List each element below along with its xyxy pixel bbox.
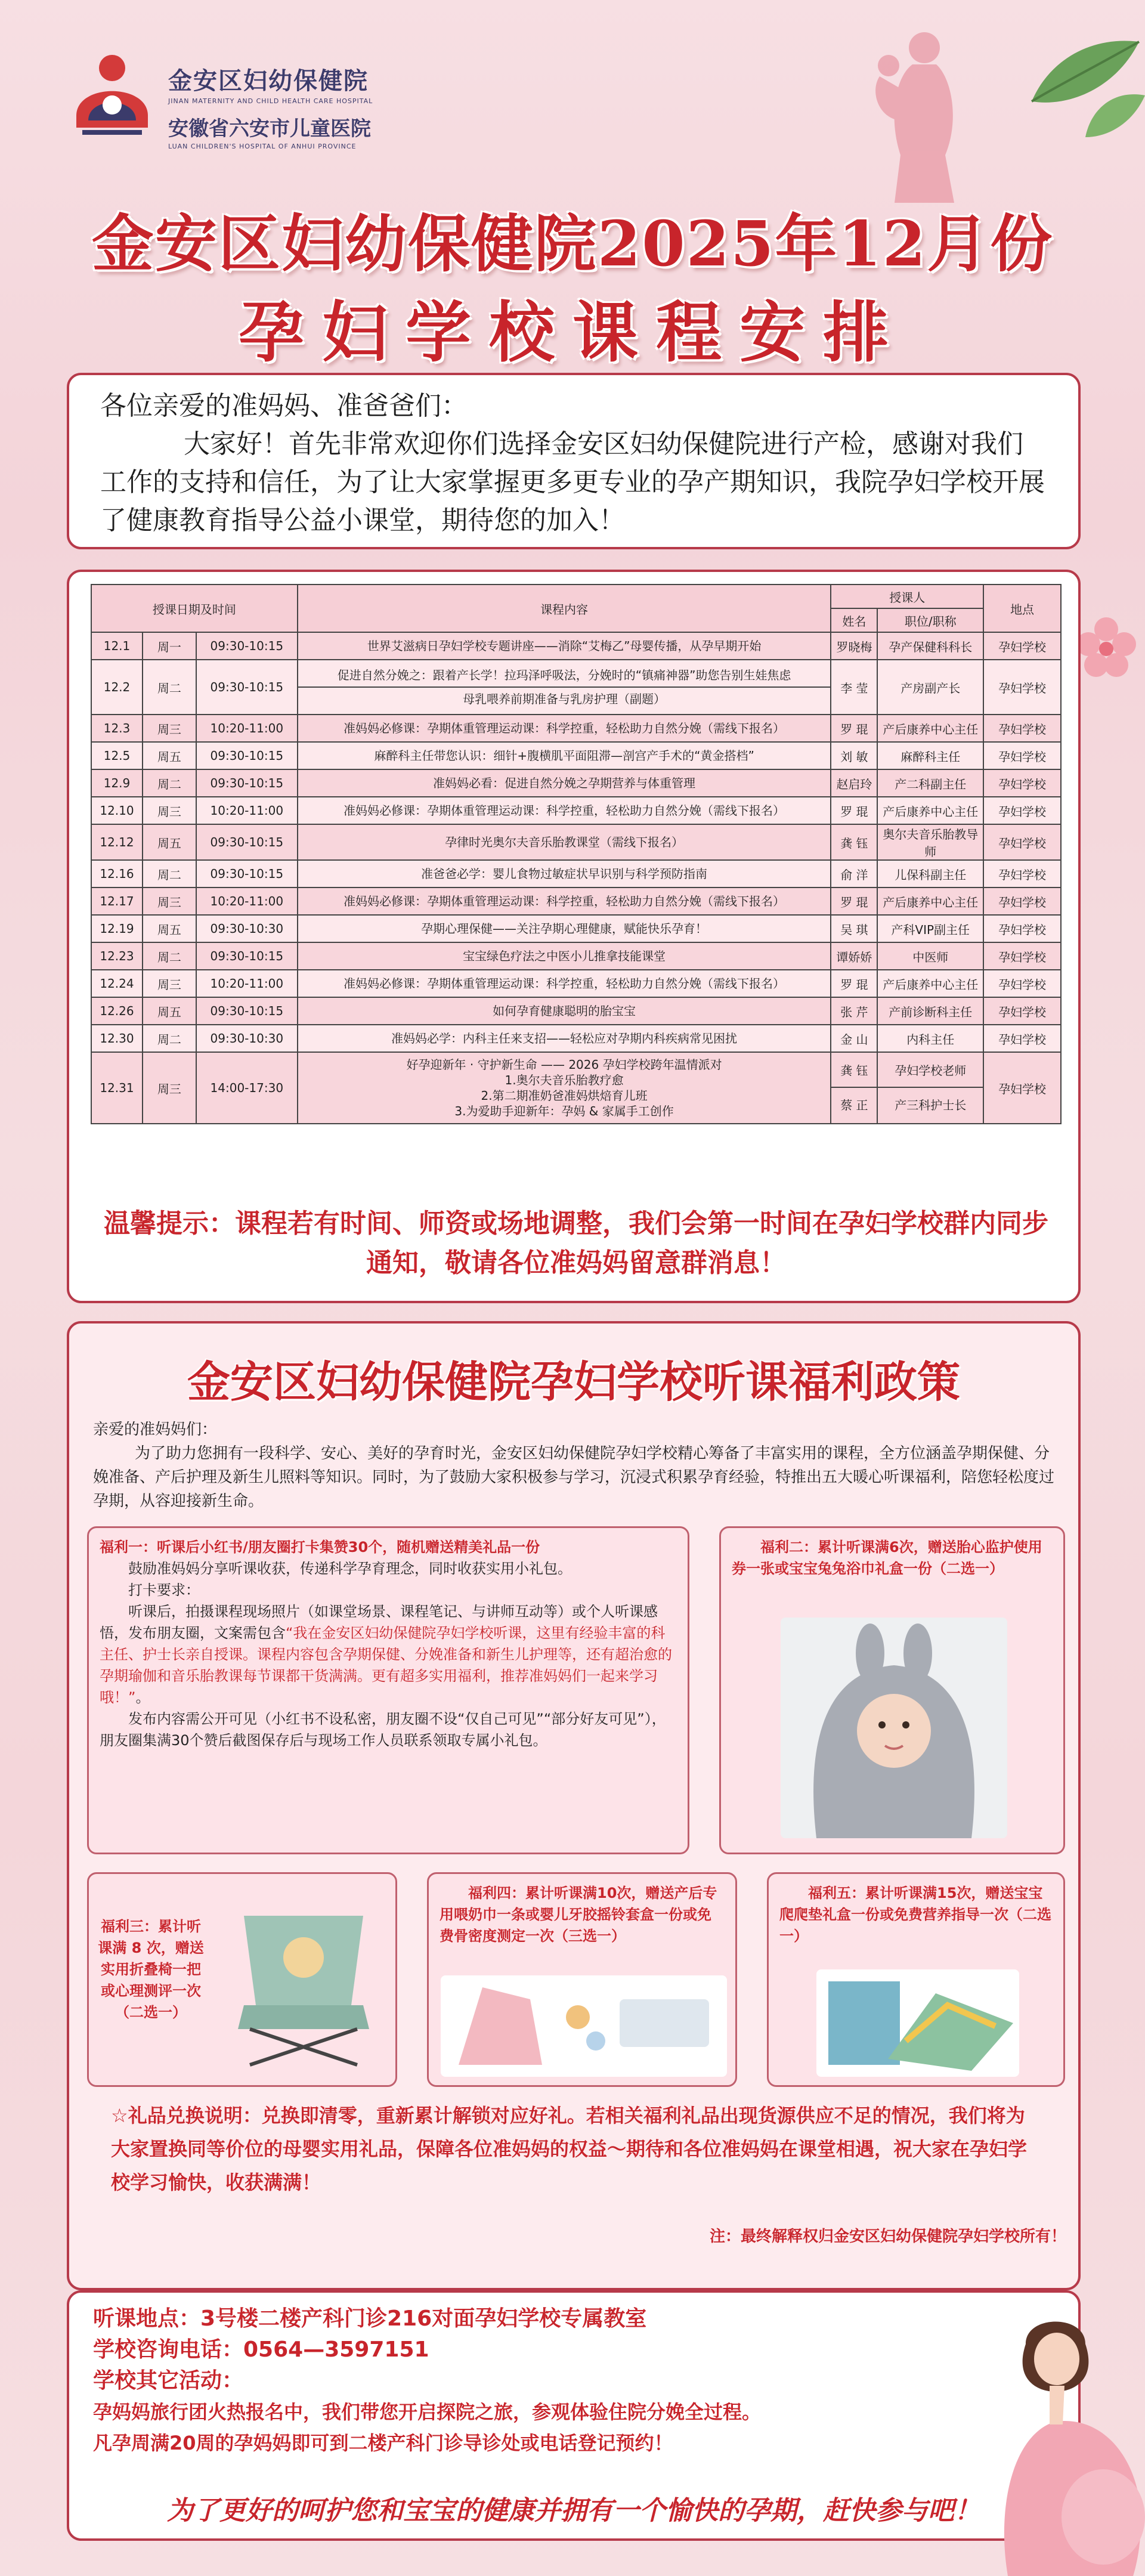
welfare-intro-body: 为了助力您拥有一段科学、安心、美好的孕育时光，金安区妇幼保健院孕妇学校精心筹备了丰富实用的课程，全方位涵盖孕期保健、分娩准备、产后护理及新生儿照料等知识。同时，为了鼓励大家积极参与学习，沉浸式积累孕育经验，特推出五大暖心听课福利，陪您轻松度过孕期，从容迎接新生命。 bbox=[93, 1445, 1055, 1510]
welfare-card-4-text: 福利四：累计听课满10次，赠送产后专用喂奶巾一条或婴儿牙胶摇铃套盒一份或免费骨密度测定一次（三选一） bbox=[440, 1885, 717, 1944]
cell-date: 12.31 bbox=[91, 1052, 143, 1124]
cell-weekday: 周三 bbox=[143, 970, 196, 997]
welfare-card-3-text: 福利三：累计听课满 8 次，赠送实用折叠椅一把或心理测评一次（二选一） bbox=[98, 1918, 204, 2021]
welfare-card-1-head: 福利一：听课后小红书/朋友圈打卡集赞30个，随机赠送精美礼品一份 bbox=[100, 1539, 540, 1556]
welfare-panel bbox=[67, 1321, 1081, 2290]
page-title-line1: 金安区妇幼保健院2025年12月份 bbox=[91, 207, 1054, 280]
table-row bbox=[91, 632, 1061, 660]
table-row bbox=[91, 915, 1061, 942]
cell-name: 张 芹 bbox=[831, 997, 877, 1025]
cell-weekday: 周三 bbox=[143, 1052, 196, 1124]
table-row bbox=[91, 742, 1061, 769]
cell-weekday: 周五 bbox=[143, 915, 196, 942]
cell-place: 孕妇学校 bbox=[983, 715, 1061, 742]
cell-title: 产后康养中心主任 bbox=[877, 970, 983, 997]
cell-date: 12.30 bbox=[91, 1025, 143, 1052]
cell-content bbox=[298, 1052, 831, 1124]
flower-decoration-icon bbox=[1073, 614, 1139, 680]
info-other-head: 学校其它活动： bbox=[93, 2368, 244, 2393]
header-name: 姓名 bbox=[831, 608, 877, 632]
cell-time: 09:30-10:15 bbox=[196, 769, 298, 797]
cell-title: 产后康养中心主任 bbox=[877, 797, 983, 824]
cell-weekday: 周五 bbox=[143, 997, 196, 1025]
pregnant-woman-illustration-icon bbox=[954, 2302, 1145, 2576]
cell-title: 产后康养中心主任 bbox=[877, 715, 983, 742]
baby-towel-photo-icon bbox=[781, 1618, 1007, 1838]
cell-name: 吴 琪 bbox=[831, 915, 877, 942]
cell-title-line: 产三科护士长 bbox=[895, 1098, 967, 1112]
cell-place: 孕妇学校 bbox=[983, 1025, 1061, 1052]
cell-date: 12.5 bbox=[91, 742, 143, 769]
cell-date: 12.17 bbox=[91, 887, 143, 915]
cell-title-line: 孕妇学校老师 bbox=[878, 1053, 983, 1088]
cell-name: 谭娇娇 bbox=[831, 942, 877, 970]
cell-content: 准妈妈必修课：孕期体重管理运动课：科学控重，轻松助力自然分娩（需线下报名） bbox=[298, 970, 831, 997]
logo-subname-cn: 安徽省六安市儿童医院 bbox=[168, 117, 371, 141]
info-final: 为了更好的呵护您和宝宝的健康并拥有一个愉快的孕期，赶快参与吧！ bbox=[167, 2495, 980, 2526]
cell-time: 10:20-11:00 bbox=[196, 715, 298, 742]
table-row bbox=[91, 824, 1061, 860]
cell-place: 孕妇学校 bbox=[983, 997, 1061, 1025]
cell-time: 09:30-10:15 bbox=[196, 997, 298, 1025]
header-teacher: 授课人 bbox=[831, 585, 983, 608]
table-row bbox=[91, 1025, 1061, 1052]
cell-content-line: 1.奥尔夫音乐胎教疗愈 bbox=[505, 1073, 624, 1087]
table-row bbox=[91, 887, 1061, 915]
cell-place: 孕妇学校 bbox=[983, 660, 1061, 715]
cell-name: 李 莹 bbox=[831, 660, 877, 715]
table-row bbox=[91, 797, 1061, 824]
table-row bbox=[91, 1052, 1061, 1124]
cell-content: 准妈妈必修课：孕期体重管理运动课：科学控重，轻松助力自然分娩（需线下报名） bbox=[298, 887, 831, 915]
cell-content: 准妈妈必学：内科主任来支招——轻松应对孕期内科疾病常见困扰 bbox=[298, 1025, 831, 1052]
cell-title: 孕产保健科科长 bbox=[877, 632, 983, 660]
info-other-1: 孕妈妈旅行团火热报名中，我们带您开启探院之旅，参观体验住院分娩全过程。 bbox=[93, 2401, 762, 2423]
cell-content-line: 好孕迎新年 · 守护新生命 —— 2026 孕妇学校跨年温情派对 bbox=[406, 1057, 722, 1072]
nursing-gift-photo-icon bbox=[441, 1975, 727, 2077]
cell-content-line: 3.为爱助手迎新年：孕妈 & 家属手工创作 bbox=[454, 1104, 674, 1118]
cell-name: 俞 洋 bbox=[831, 860, 877, 887]
cell-title: 产前诊断科主任 bbox=[877, 997, 983, 1025]
cell-weekday: 周三 bbox=[143, 715, 196, 742]
cell-place: 孕妇学校 bbox=[983, 970, 1061, 997]
page-title-line2: 孕妇学校课程安排 bbox=[239, 294, 906, 371]
cell-content-line: 促进自然分娩之：跟着产长学！拉玛泽呼吸法，分娩时的“镇痛神器”助您告别生娃焦虑 bbox=[337, 668, 791, 682]
cell-date: 12.16 bbox=[91, 860, 143, 887]
table-row bbox=[91, 660, 1061, 715]
welfare-intro bbox=[93, 1418, 1059, 1513]
cell-date: 12.24 bbox=[91, 970, 143, 997]
cell-time: 09:30-10:15 bbox=[196, 824, 298, 860]
cell-name: 罗 琨 bbox=[831, 797, 877, 824]
cell-weekday: 周五 bbox=[143, 742, 196, 769]
table-row bbox=[91, 860, 1061, 887]
schedule-panel bbox=[67, 570, 1081, 1303]
cell-title: 内科主任 bbox=[877, 1025, 983, 1052]
leaf-decoration-icon bbox=[978, 24, 1145, 143]
cell-weekday: 周二 bbox=[143, 660, 196, 715]
cell-place: 孕妇学校 bbox=[983, 1052, 1061, 1124]
intro-panel bbox=[67, 373, 1081, 549]
cell-date: 12.19 bbox=[91, 915, 143, 942]
cell-time: 09:30-10:15 bbox=[196, 632, 298, 660]
cell-date: 12.1 bbox=[91, 632, 143, 660]
cell-place: 孕妇学校 bbox=[983, 742, 1061, 769]
cell-content: 准妈妈必看：促进自然分娩之孕期营养与体重管理 bbox=[298, 769, 831, 797]
welfare-card-3 bbox=[87, 1872, 397, 2087]
cell-title: 奥尔夫音乐胎教导师 bbox=[877, 824, 983, 860]
cell-name: 罗晓梅 bbox=[831, 632, 877, 660]
info-other-2: 凡孕周满20周的孕妈妈即可到二楼产科门诊导诊处或电话登记预约！ bbox=[93, 2432, 673, 2454]
intro-body: 大家好！首先非常欢迎你们选择金安区妇幼保健院进行产检，感谢对我们工作的支持和信任，为了让大家掌握更多更专业的孕产期知识，我院孕妇学校开展了健康教育指导公益小课堂，期待您的加入！ bbox=[100, 429, 1045, 536]
welfare-card-4 bbox=[427, 1872, 737, 2087]
redeem-note: ☆礼品兑换说明：兑换即清零，重新累计解锁对应好礼。若相关福利礼品出现货源供应不足的情况，我们将为大家置换同等价位的母婴实用礼品，保障各位准妈妈的权益～期待和各位准妈妈在课堂相遇，祝大家在孕妇学校学习愉快，收获满满！ bbox=[111, 2104, 1028, 2194]
welfare-card-2-text: 福利二：累计听课满6次，赠送胎心监护使用券一张或宝宝兔兔浴巾礼盒一份（二选一） bbox=[732, 1539, 1042, 1577]
cell-content: 准爸爸必学：婴儿食物过敏症状早识别与科学预防指南 bbox=[298, 860, 831, 887]
cell-name bbox=[831, 1052, 877, 1124]
cell-weekday: 周二 bbox=[143, 1025, 196, 1052]
welfare-intro-greeting: 亲爱的准妈妈们： bbox=[93, 1421, 218, 1439]
cell-time: 09:30-10:15 bbox=[196, 660, 298, 715]
cell-name-line: 龚 钰 bbox=[831, 1053, 877, 1088]
cell-time: 09:30-10:15 bbox=[196, 742, 298, 769]
cell-name: 金 山 bbox=[831, 1025, 877, 1052]
cell-date: 12.26 bbox=[91, 997, 143, 1025]
welfare-card-1-p1: 鼓励准妈妈分享听课收获，传递科学孕育理念，同时收获实用小礼包。 bbox=[128, 1560, 572, 1577]
hospital-logo-icon bbox=[70, 50, 154, 140]
cell-name: 赵启玲 bbox=[831, 769, 877, 797]
cell-date: 12.10 bbox=[91, 797, 143, 824]
cell-name: 刘 敏 bbox=[831, 742, 877, 769]
cell-place: 孕妇学校 bbox=[983, 915, 1061, 942]
schedule-tip: 温馨提示：课程若有时间、师资或场地调整，我们会第一时间在孕妇学校群内同步通知，敬请各位准妈妈留意群消息！ bbox=[104, 1208, 1048, 1278]
cell-title: 中医师 bbox=[877, 942, 983, 970]
cell-title: 产科VIP副主任 bbox=[877, 915, 983, 942]
play-mat-photo-icon bbox=[816, 1969, 1019, 2077]
cell-content: 孕律时光奥尔夫音乐胎教课堂（需线下报名） bbox=[298, 824, 831, 860]
table-row bbox=[91, 942, 1061, 970]
schedule-table bbox=[91, 584, 1062, 1124]
cell-content: 宝宝绿色疗法之中医小儿推拿技能课堂 bbox=[298, 942, 831, 970]
welfare-card-1-quote: “我在金安区妇幼保健院孕妇学校听课，这里有经验丰富的科主任、护士长亲自授课。课程内容包含孕期保健、分娩准备和新生儿护理等，还有超治愈的孕期瑜伽和音乐胎教课每节课都干货满满。更有超多实用福利，推荐准妈妈们一起来学习哦！” bbox=[100, 1625, 672, 1706]
welfare-card-1-p4: 发布内容需公开可见（小红书不设私密，朋友圈不设“仅自己可见”“部分好友可见”），朋友圈集满30个赞后截图保存后与现场工作人员联系领取专属小礼包。 bbox=[100, 1711, 666, 1749]
cell-weekday: 周三 bbox=[143, 797, 196, 824]
welfare-card-5 bbox=[767, 1872, 1065, 2087]
cell-place: 孕妇学校 bbox=[983, 824, 1061, 860]
cell-date: 12.23 bbox=[91, 942, 143, 970]
cell-weekday: 周二 bbox=[143, 860, 196, 887]
welfare-card-1-p3c: 。 bbox=[135, 1689, 150, 1706]
header-date: 授课日期及时间 bbox=[91, 585, 298, 632]
cell-content: 麻醉科主任带您认识：细针+腹横肌平面阻滞—剖宫产手术的“黄金搭档” bbox=[298, 742, 831, 769]
cell-time: 09:30-10:15 bbox=[196, 860, 298, 887]
cell-name: 龚 钰 bbox=[831, 824, 877, 860]
cell-content-line: 母乳喂养前期准备与乳房护理（副题） bbox=[298, 686, 831, 708]
info-location: 听课地点：3号楼二楼产科门诊216对面孕妇学校专属教室 bbox=[93, 2306, 647, 2331]
header-title: 职位/职称 bbox=[877, 608, 983, 632]
cell-weekday: 周二 bbox=[143, 942, 196, 970]
welfare-card-1-p3 bbox=[100, 1601, 677, 1708]
cell-content: 准妈妈必修课：孕期体重管理运动课：科学控重，轻松助力自然分娩（需线下报名） bbox=[298, 797, 831, 824]
cell-content: 孕期心理保健——关注孕期心理健康，赋能快乐孕育！ bbox=[298, 915, 831, 942]
cell-date: 12.2 bbox=[91, 660, 143, 715]
cell-name: 罗 琨 bbox=[831, 887, 877, 915]
cell-place: 孕妇学校 bbox=[983, 769, 1061, 797]
cell-name: 罗 琨 bbox=[831, 715, 877, 742]
info-panel bbox=[67, 2290, 1081, 2541]
cell-content: 准妈妈必修课：孕期体重管理运动课：科学控重，轻松助力自然分娩（需线下报名） bbox=[298, 715, 831, 742]
cell-time: 09:30-10:15 bbox=[196, 942, 298, 970]
rights-note: 注：最终解释权归金安区妇幼保健院孕妇学校所有！ bbox=[709, 2228, 1066, 2246]
cell-date: 12.12 bbox=[91, 824, 143, 860]
intro-greeting: 各位亲爱的准妈妈、准爸爸们： bbox=[100, 391, 468, 421]
logo-name-cn: 金安区妇幼保健院 bbox=[168, 67, 369, 95]
cell-title: 儿保科副主任 bbox=[877, 860, 983, 887]
cell-weekday: 周二 bbox=[143, 769, 196, 797]
cell-weekday: 周一 bbox=[143, 632, 196, 660]
folding-chair-photo-icon bbox=[220, 1892, 387, 2071]
cell-name-line: 蔡 正 bbox=[840, 1098, 868, 1112]
cell-date: 12.9 bbox=[91, 769, 143, 797]
cell-content: 世界艾滋病日孕妇学校专题讲座——消除“艾梅乙”母婴传播，从孕早期开始 bbox=[298, 632, 831, 660]
cell-weekday: 周三 bbox=[143, 887, 196, 915]
welfare-card-1 bbox=[87, 1526, 689, 1854]
cell-place: 孕妇学校 bbox=[983, 887, 1061, 915]
cell-time: 10:20-11:00 bbox=[196, 887, 298, 915]
cell-time: 10:20-11:00 bbox=[196, 970, 298, 997]
welfare-card-1-p3a: 听课后，拍摄课程现场照片（如课堂场景、课程笔记、与讲师互动等）或个人听课感悟，发布朋友圈，文案需包含 bbox=[100, 1603, 658, 1641]
header-content: 课程内容 bbox=[298, 585, 831, 632]
cell-time: 09:30-10:30 bbox=[196, 1025, 298, 1052]
header-place: 地点 bbox=[983, 585, 1061, 632]
info-phone: 学校咨询电话：0564—3597151 bbox=[93, 2337, 429, 2362]
cell-place: 孕妇学校 bbox=[983, 942, 1061, 970]
cell-title: 麻醉科主任 bbox=[877, 742, 983, 769]
cell-place: 孕妇学校 bbox=[983, 632, 1061, 660]
table-row bbox=[91, 769, 1061, 797]
cell-time: 09:30-10:30 bbox=[196, 915, 298, 942]
welfare-title: 金安区妇幼保健院孕妇学校听课福利政策 bbox=[187, 1357, 960, 1407]
cell-date: 12.3 bbox=[91, 715, 143, 742]
cell-title: 产房副产长 bbox=[877, 660, 983, 715]
cell-time: 14:00-17:30 bbox=[196, 1052, 298, 1124]
cell-content bbox=[298, 660, 831, 715]
cell-name: 罗 琨 bbox=[831, 970, 877, 997]
cell-weekday: 周五 bbox=[143, 824, 196, 860]
cell-time: 10:20-11:00 bbox=[196, 797, 298, 824]
cell-title bbox=[877, 1052, 983, 1124]
table-row bbox=[91, 715, 1061, 742]
welfare-card-2 bbox=[719, 1526, 1065, 1854]
welfare-card-1-p2: 打卡要求： bbox=[128, 1582, 200, 1598]
cell-title: 产后康养中心主任 bbox=[877, 887, 983, 915]
table-row bbox=[91, 997, 1061, 1025]
cell-content-line: 2.第二期准奶爸准妈烘焙育儿班 bbox=[481, 1088, 648, 1103]
cell-place: 孕妇学校 bbox=[983, 860, 1061, 887]
logo-name-en: JINAN MATERNITY AND CHILD HEALTH CARE HOSPITAL bbox=[168, 97, 373, 105]
cell-place: 孕妇学校 bbox=[983, 797, 1061, 824]
logo-subname-en: LUAN CHILDREN'S HOSPITAL OF ANHUI PROVINCE bbox=[168, 143, 357, 150]
table-row bbox=[91, 970, 1061, 997]
cell-content: 如何孕育健康聪明的胎宝宝 bbox=[298, 997, 831, 1025]
cell-title: 产二科副主任 bbox=[877, 769, 983, 797]
hospital-logo-text bbox=[168, 62, 373, 150]
welfare-card-5-text: 福利五：累计听课满15次，赠送宝宝爬爬垫礼盒一份或免费营养指导一次（二选一） bbox=[779, 1885, 1051, 1944]
